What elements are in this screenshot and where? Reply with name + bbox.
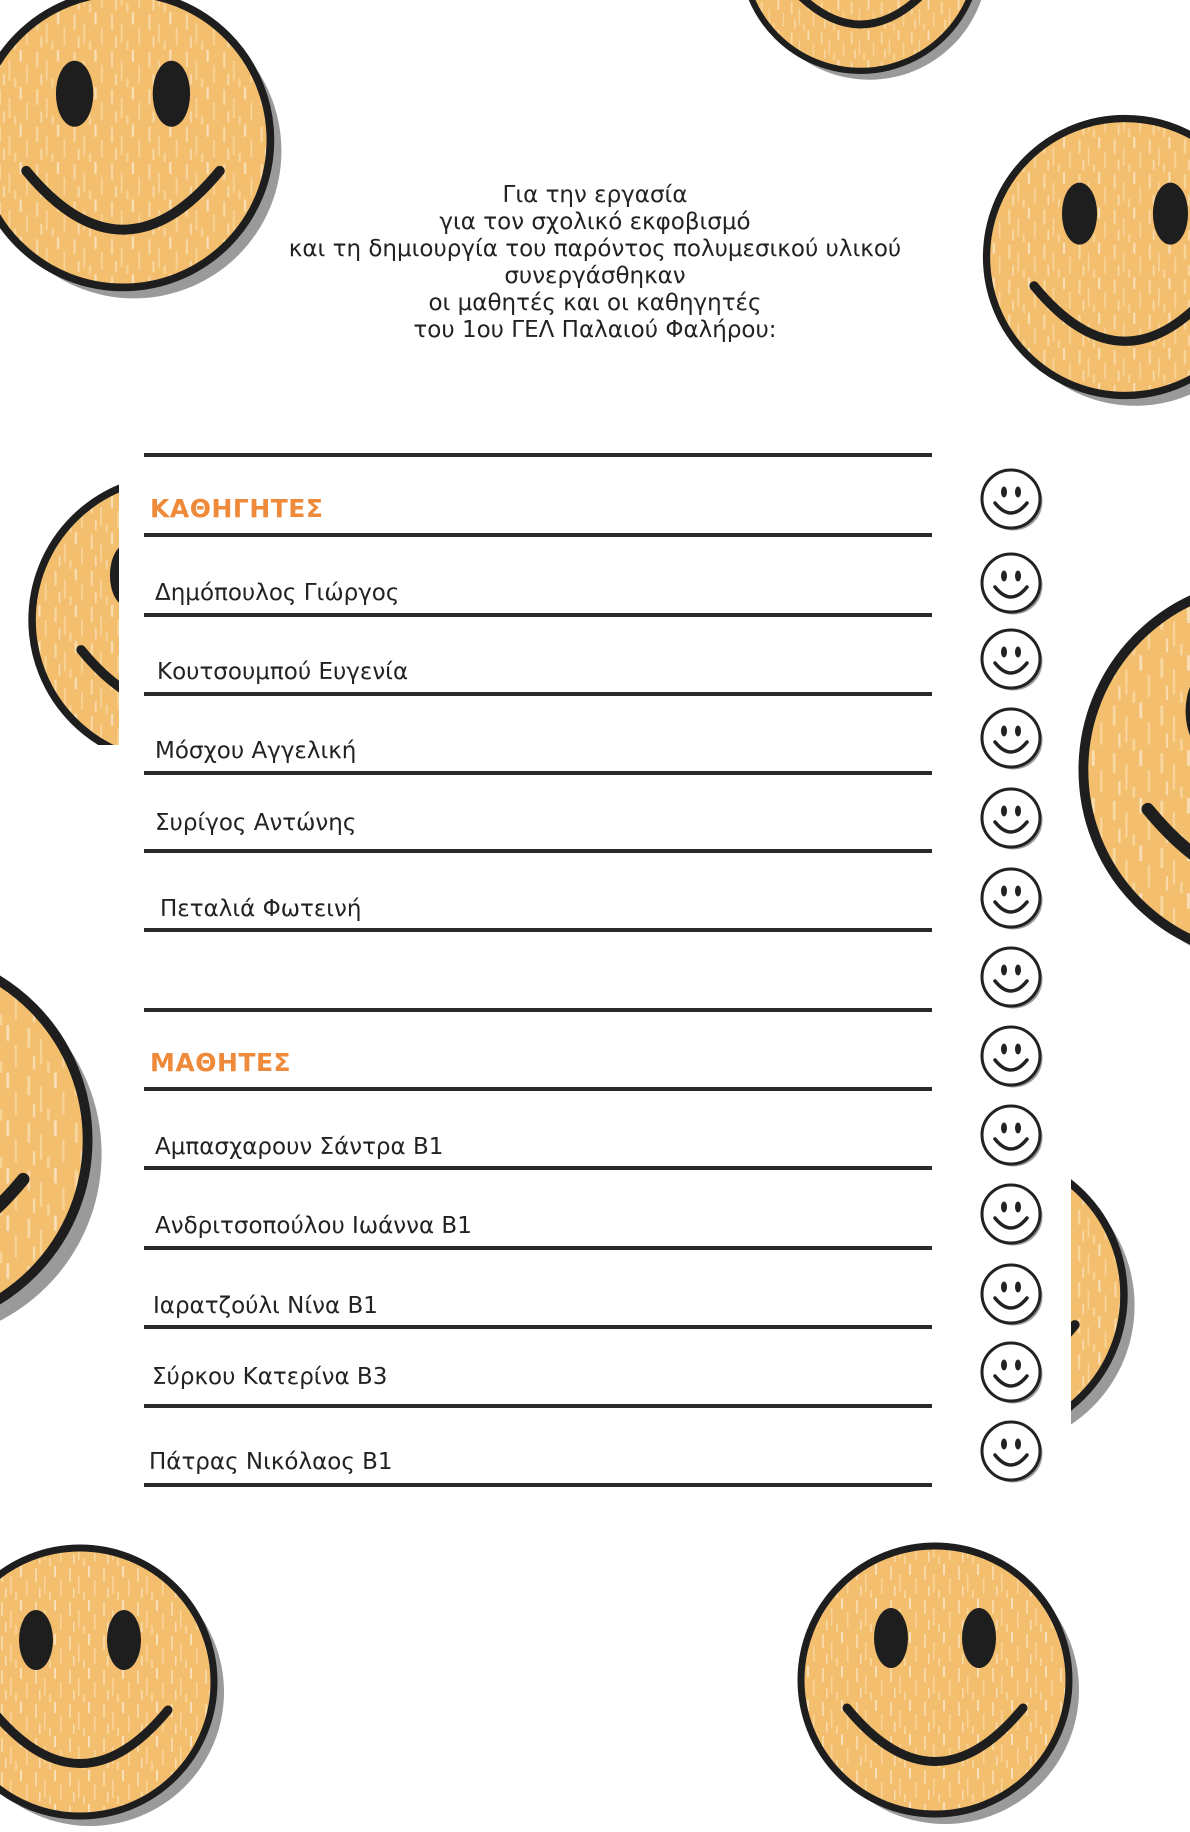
intro-line: οι μαθητές και οι καθηγητές bbox=[428, 290, 762, 316]
student-name: Σύρκου Κατερίνα Β3 bbox=[152, 1364, 388, 1390]
teacher-name: Συρίγος Αντώνης bbox=[155, 810, 357, 836]
students-heading: ΜΑΘΗΤΕΣ bbox=[150, 1048, 292, 1077]
divider-line bbox=[144, 1246, 932, 1250]
smiley-face-icon bbox=[1071, 570, 1190, 975]
smiley-outline-icon bbox=[979, 1103, 1045, 1169]
divider-line bbox=[144, 1166, 932, 1170]
smiley-outline-icon bbox=[979, 467, 1045, 533]
smiley-outline-icon bbox=[979, 945, 1045, 1011]
smiley-outline-icon bbox=[979, 706, 1045, 772]
divider-line bbox=[144, 533, 932, 537]
divider-line bbox=[144, 613, 932, 617]
smiley-face-icon bbox=[15, 470, 119, 745]
smiley-face-clip-left bbox=[0, 940, 119, 1360]
smiley-face-icon bbox=[1071, 1155, 1141, 1425]
smiley-outline-icon bbox=[979, 1419, 1045, 1485]
divider-line bbox=[144, 928, 932, 932]
smiley-face-icon bbox=[0, 940, 110, 1350]
smiley-face-icon bbox=[785, 1530, 1085, 1830]
student-name: Ιαρατζούλι Νίνα Β1 bbox=[153, 1293, 378, 1319]
smiley-face-icon bbox=[0, 1532, 230, 1832]
smiley-outline-icon bbox=[979, 1262, 1045, 1328]
teachers-heading: ΚΑΘΗΓΗΤΕΣ bbox=[150, 494, 324, 523]
smiley-face-icon bbox=[728, 0, 993, 85]
intro-line: του 1ου ΓΕΛ Παλαιού Φαλήρου: bbox=[413, 317, 777, 343]
divider-line bbox=[144, 1325, 932, 1329]
intro-line: για τον σχολικό εκφοβισμό bbox=[439, 209, 751, 235]
smiley-outline-icon bbox=[979, 1024, 1045, 1090]
divider-line bbox=[144, 1483, 932, 1487]
divider-line bbox=[144, 1404, 932, 1408]
divider-line bbox=[144, 692, 932, 696]
teacher-name: Μόσχου Αγγελική bbox=[155, 738, 357, 764]
smiley-outline-icon bbox=[979, 866, 1045, 932]
student-name: Πάτρας Νικόλαος Β1 bbox=[149, 1449, 393, 1475]
teacher-name: Κουτσουμπού Ευγενία bbox=[157, 659, 409, 685]
smiley-outline-icon bbox=[979, 786, 1045, 852]
smiley-face-clip-right bbox=[1071, 570, 1190, 975]
smiley-face-clip-right bbox=[1071, 1155, 1190, 1425]
divider-line bbox=[144, 849, 932, 853]
student-name: Ανδριτσοπούλου Ιωάννα Β1 bbox=[155, 1213, 472, 1239]
intro-line: Για την εργασία bbox=[502, 182, 688, 208]
smiley-outline-icon bbox=[979, 627, 1045, 693]
smiley-outline-icon bbox=[979, 1340, 1045, 1406]
intro-line: και τη δημιουργία του παρόντος πολυμεσικού υλικού bbox=[288, 236, 902, 262]
student-name: Αμπασχαρουν Σάντρα Β1 bbox=[155, 1134, 444, 1160]
divider-line bbox=[144, 453, 932, 457]
intro-text bbox=[0, 182, 1190, 344]
divider-line bbox=[144, 1008, 932, 1012]
divider-line bbox=[144, 771, 932, 775]
teacher-name: Δημόπουλος Γιώργος bbox=[155, 580, 400, 606]
teacher-name: Πεταλιά Φωτεινή bbox=[160, 896, 362, 922]
smiley-face-clip-left bbox=[0, 470, 119, 745]
smiley-outline-icon bbox=[979, 551, 1045, 617]
smiley-outline-icon bbox=[979, 1182, 1045, 1248]
intro-line: συνεργάσθηκαν bbox=[504, 263, 686, 289]
divider-line bbox=[144, 1087, 932, 1091]
